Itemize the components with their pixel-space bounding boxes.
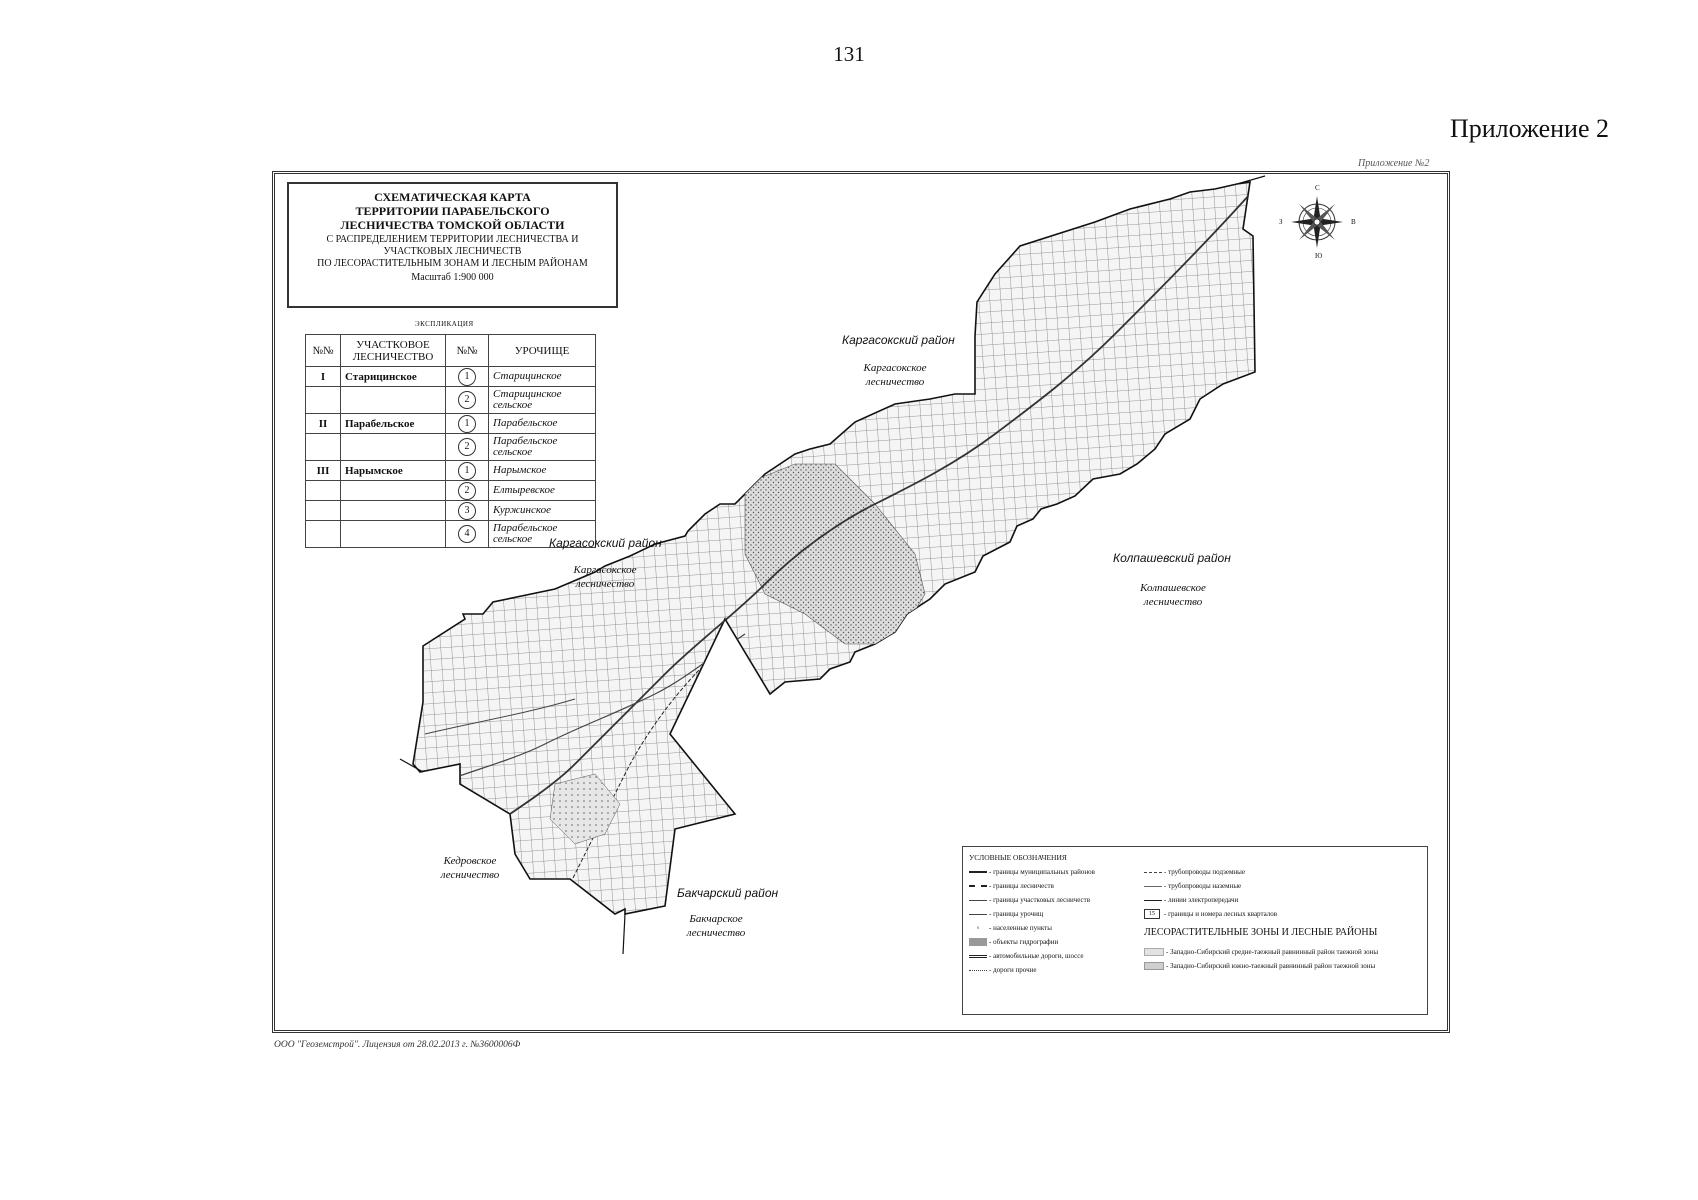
table-row (306, 367, 596, 387)
legend-item (969, 937, 1058, 947)
page-number: 131 (833, 42, 865, 66)
explication-table (305, 334, 596, 548)
row-district: Нарымское (341, 461, 446, 481)
legend-item (969, 909, 1043, 919)
table-row (306, 501, 596, 521)
row-tract: Парабельское сельское (489, 521, 596, 548)
row-sub-number: 2 (458, 438, 476, 456)
row-sub-number: 2 (458, 391, 476, 409)
forestry-label-kedrovoe (425, 854, 515, 882)
forestry-name: Каргасокское (573, 564, 637, 576)
legend-label: - трубопроводы подземные (1164, 868, 1245, 876)
legend-item (1144, 895, 1238, 905)
header-district: УЧАСТКОВОЕ ЛЕСНИЧЕСТВО (341, 335, 446, 367)
forestry-word: лесничество (1143, 596, 1203, 608)
row-sub-number: 2 (458, 482, 476, 500)
legend-zone-item (1144, 947, 1378, 957)
compass-east: В (1351, 218, 1356, 226)
row-tract: Парабельское (489, 414, 596, 434)
title-line-6: ПО ЛЕСОРАСТИТЕЛЬНЫМ ЗОНАМ И ЛЕСНЫМ РАЙОНАМ (317, 258, 588, 269)
row-district (341, 434, 446, 461)
map-scale: Масштаб 1:900 000 (411, 272, 494, 283)
forestry-label-kolpashevo (1118, 581, 1228, 609)
forestry-label-bakchar (671, 912, 761, 940)
boundary-spur-northeast (1237, 176, 1265, 184)
row-num: III (306, 461, 341, 481)
row-tract: Куржинское (489, 501, 596, 521)
row-num (306, 434, 341, 461)
legend-label: - границы лесничеств (989, 882, 1054, 890)
explication-header-row (306, 335, 596, 367)
row-district: Старицинское (341, 367, 446, 387)
row-district: Парабельское (341, 414, 446, 434)
forestry-label-kargasok-w (555, 563, 655, 591)
legend-label: - Западно-Сибирский средне-таежный равнинный район таежной зоны (1166, 948, 1379, 956)
row-num (306, 521, 341, 548)
forestry-name: Кедровское (443, 855, 497, 867)
forestry-word: лесничество (575, 578, 635, 590)
legend-item (969, 867, 1095, 877)
row-num: I (306, 367, 341, 387)
row-sub-number: 1 (458, 415, 476, 433)
legend-item (969, 951, 1084, 961)
header-tract: УРОЧИЩЕ (489, 335, 596, 367)
legend-label: - границы муниципальных районов (989, 868, 1095, 876)
forestry-word: лесничество (865, 376, 925, 388)
legend-label: - границы участковых лесничеств (989, 896, 1090, 904)
legend-item (969, 923, 1052, 933)
map-frame (272, 171, 1450, 1033)
forestry-word: лесничество (686, 927, 746, 939)
district-label-kolpashevo: Колпашевский район (1113, 551, 1231, 565)
row-num: II (306, 414, 341, 434)
legend-label: - линии электропередачи (1164, 896, 1239, 904)
legend-label: - Западно-Сибирский южно-таежный равнинный район таежной зоны (1166, 962, 1376, 970)
zone-swatch-mid-taiga (1144, 948, 1164, 956)
legend-title: УСЛОВНЫЕ ОБОЗНАЧЕНИЯ (969, 853, 1067, 862)
compass-rose-icon (1277, 182, 1357, 262)
row-sub-number: 3 (458, 502, 476, 520)
zone-swatch-south-taiga (1144, 962, 1164, 970)
header-num: №№ (306, 335, 341, 367)
district-label-kargasok-ne: Каргасокский район (842, 333, 955, 347)
appendix-label: Приложение 2 (1449, 114, 1609, 143)
table-row (306, 387, 596, 414)
compass-north: С (1315, 184, 1320, 192)
legend-zone-item (1144, 961, 1375, 971)
table-row (306, 414, 596, 434)
legend-item (969, 895, 1090, 905)
row-district (341, 387, 446, 414)
forestry-name: Бакчарское (689, 913, 743, 925)
row-sub-number: 1 (458, 368, 476, 386)
row-district (341, 501, 446, 521)
legend-label: - дороги прочие (989, 966, 1037, 974)
row-tract: Старицинское (489, 367, 596, 387)
district-label-bakchar: Бакчарский район (677, 886, 779, 900)
row-num (306, 501, 341, 521)
table-row (306, 481, 596, 501)
row-num (306, 481, 341, 501)
compass-west: З (1279, 218, 1283, 226)
row-num (306, 387, 341, 414)
row-tract: Парабельское сельское (489, 434, 596, 461)
row-tract: Старицинское сельское (489, 387, 596, 414)
boundary-spur-south (623, 914, 625, 954)
explication-caption: ЭКСПЛИКАЦИЯ (415, 320, 474, 328)
district-label-kargasok-w: Каргасокский район (549, 536, 662, 550)
forestry-word: лесничество (440, 869, 500, 881)
title-line-1: СХЕМАТИЧЕСКАЯ КАРТА (374, 190, 531, 204)
title-line-2: ТЕРРИТОРИИ ПАРАБЕЛЬСКОГО (355, 204, 550, 218)
legend-label: - автомобильные дороги, шоссе (989, 952, 1084, 960)
legend-label: - границы и номера лесных кварталов (1164, 910, 1278, 918)
row-tract: Нарымское (489, 461, 596, 481)
map-legend (962, 846, 1428, 1015)
legend-item (1144, 881, 1241, 891)
legend-item (1144, 909, 1277, 919)
legend-label: - границы урочищ (989, 910, 1044, 918)
title-line-3: ЛЕСНИЧЕСТВА ТОМСКОЙ ОБЛАСТИ (340, 218, 565, 232)
map-appendix-label: Приложение №2 (1358, 158, 1430, 169)
legend-item (969, 965, 1036, 975)
legend-label: - трубопроводы наземные (1164, 882, 1242, 890)
legend-item (1144, 867, 1245, 877)
title-line-4: С РАСПРЕДЕЛЕНИЕМ ТЕРРИТОРИИ ЛЕСНИЧЕСТВА И (326, 234, 579, 245)
row-sub-number: 4 (458, 525, 476, 543)
table-row (306, 434, 596, 461)
quarter-number-box: 15 (1144, 909, 1160, 919)
row-district (341, 521, 446, 548)
compass-south: Ю (1315, 252, 1323, 260)
table-row (306, 461, 596, 481)
settlement-icon: ◦ (976, 923, 980, 933)
map-footer: ООО "Геоземстрой". Лицензия от 28.02.2013 г. №3600006Ф (274, 1040, 521, 1050)
legend-label: - населенные пункты (989, 924, 1052, 932)
map-title-box (287, 182, 618, 308)
compass-star-icon (1277, 182, 1357, 262)
row-sub-number: 1 (458, 462, 476, 480)
legend-item (969, 881, 1054, 891)
header-sub: №№ (446, 335, 489, 367)
forestry-name: Колпашевское (1140, 582, 1206, 594)
zones-title: ЛЕСОРАСТИТЕЛЬНЫЕ ЗОНЫ И ЛЕСНЫЕ РАЙОНЫ (1144, 927, 1378, 938)
row-tract: Елтыревское (489, 481, 596, 501)
forestry-name: Каргасокское (863, 362, 927, 374)
title-line-5: УЧАСТКОВЫХ ЛЕСНИЧЕСТВ (383, 246, 522, 257)
forestry-label-kargasok-ne (840, 361, 950, 389)
legend-label: - объекты гидрографии (989, 938, 1059, 946)
row-district (341, 481, 446, 501)
